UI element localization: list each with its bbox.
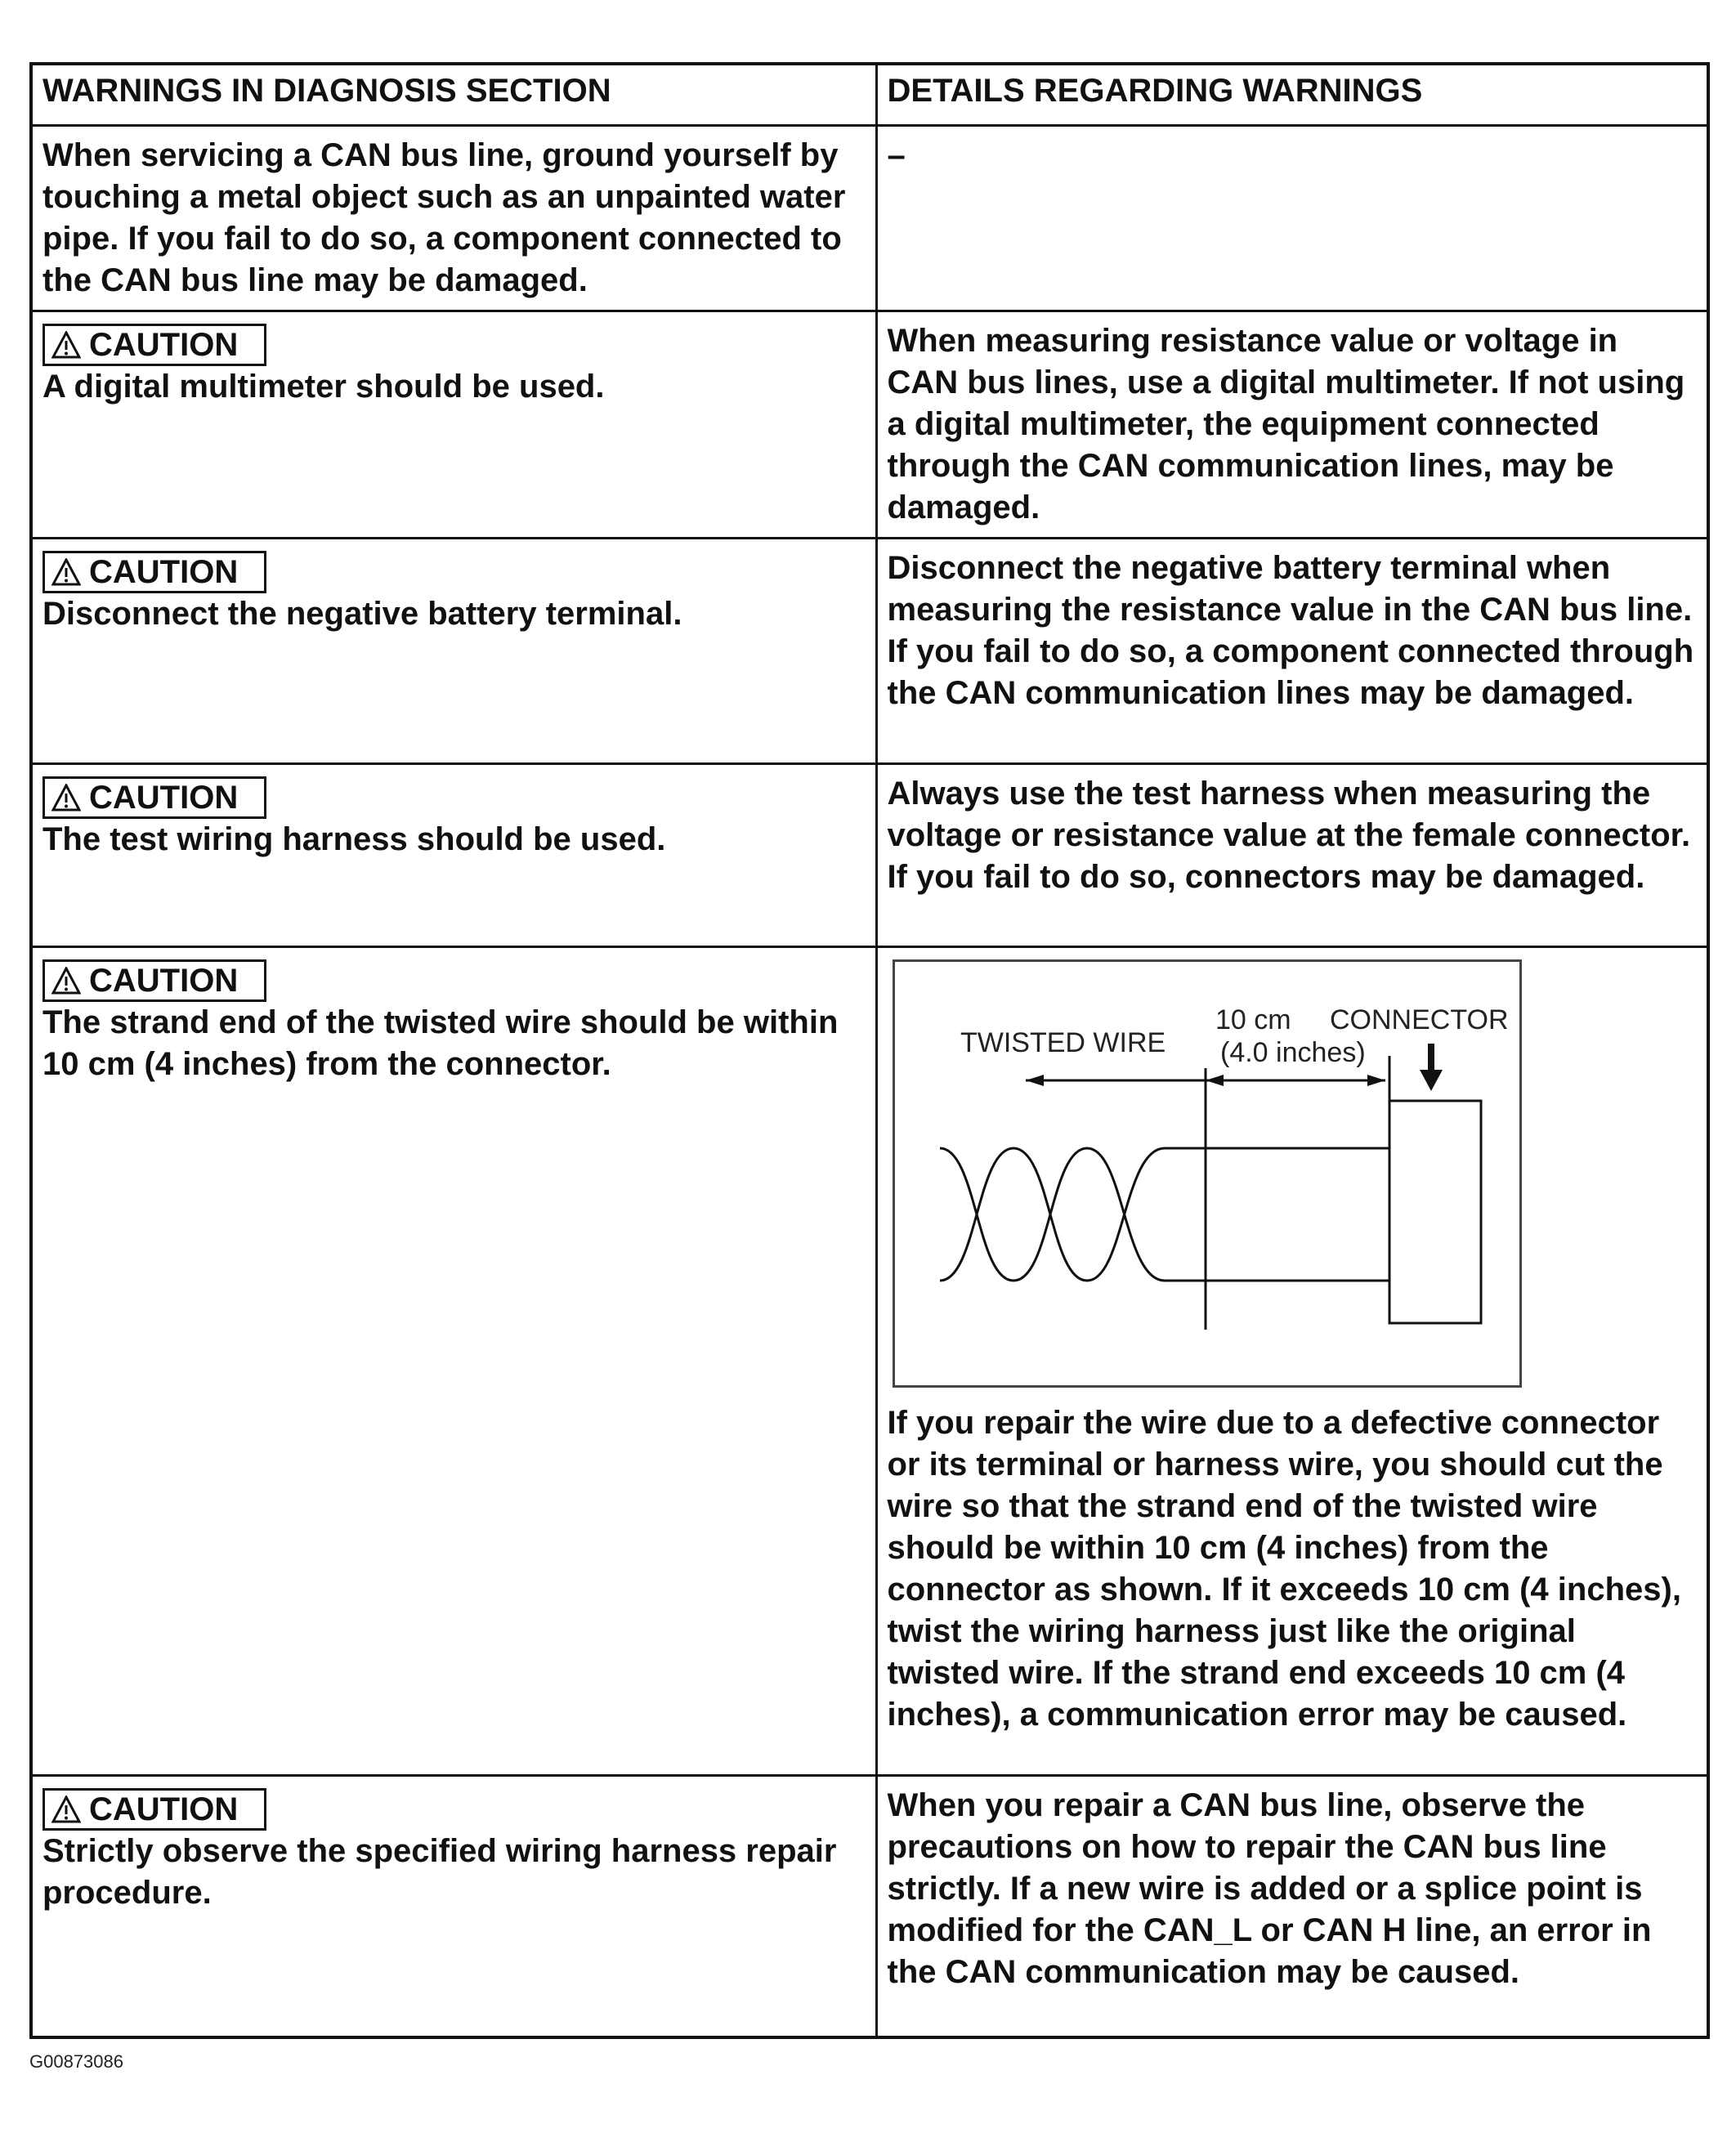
detail-cell [876,947,1708,1776]
distance-label: 10 cm [1215,1004,1291,1035]
detail-cell [876,126,1708,311]
detail-text: Disconnect the negative battery terminal when measuring the resistance value in the CAN bus line. If you fail to do so, a component connected through the CAN communication lines may be damaged. [887,550,1694,711]
warning-triangle-icon [51,784,81,812]
caution-label: CAUTION [89,963,239,999]
connector-body [1389,1101,1481,1323]
warning-triangle-icon [51,558,81,586]
twisted-wire-label: TWISTED WIRE [960,1027,1166,1058]
header-details: DETAILS REGARDING WARNINGS [876,64,1708,126]
warning-text: When servicing a CAN bus line, ground yourself by touching a metal object such as an unpainted water pipe. If you fail to do so, a component connected to the CAN bus line may be damaged. [43,137,846,298]
table-row [31,1776,1708,2037]
detail-text: When measuring resistance value or voltage in CAN bus lines, use a digital multimeter. If not using a digital multimeter, the equipment connected through the CAN communication lines, may be damaged. [887,323,1685,525]
connector-label: CONNECTOR [1329,1004,1508,1035]
table-row [31,311,1708,539]
warning-triangle-icon [51,967,81,995]
warning-cell [31,126,876,311]
table-row [31,764,1708,947]
table-header-row [31,64,1708,126]
figure-id: G00873086 [29,2051,123,2072]
caution-label: CAUTION [89,780,239,816]
detail-cell [876,311,1708,539]
warning-text: Disconnect the negative battery terminal. [43,596,682,632]
warning-cell [31,1776,876,2037]
warning-cell [31,947,876,1776]
header-warnings: WARNINGS IN DIAGNOSIS SECTION [31,64,876,126]
detail-text: When you repair a CAN bus line, observe the precautions on how to repair the CAN bus line strictly. If a new wire is added or a splice point is modified for the CAN_L or CAN H line, an error in the CAN communication may be caused. [887,1787,1652,1990]
table-row [31,947,1708,1776]
detail-cell [876,539,1708,764]
dimension-arrow-left [1206,1075,1224,1086]
twisted-strand-a [940,1148,1165,1281]
twisted-wire-arrowhead [1026,1075,1044,1086]
caution-label: CAUTION [89,327,239,363]
detail-cell [876,764,1708,947]
warning-cell [31,539,876,764]
warning-triangle-icon [51,331,81,359]
warning-cell [31,311,876,539]
caution-badge [43,776,266,819]
caution-badge [43,959,266,1002]
twisted-wire-figure [893,959,1522,1388]
connector-arrowhead [1420,1070,1443,1091]
warning-cell [31,764,876,947]
warning-text: Strictly observe the specified wiring harness repair procedure. [43,1833,837,1911]
twisted-strand-b [940,1148,1165,1281]
caution-badge [43,324,266,366]
table-row [31,539,1708,764]
caution-label: CAUTION [89,554,239,590]
detail-text: – [887,137,906,173]
warning-text: The test wiring harness should be used. [43,821,666,857]
distance-inches-label: (4.0 inches) [1219,1037,1366,1068]
detail-cell [876,1776,1708,2037]
warning-text: The strand end of the twisted wire should be within 10 cm (4 inches) from the connector. [43,1004,839,1082]
table-row [31,126,1708,311]
caution-badge [43,551,266,593]
detail-text: Always use the test harness when measuring the voltage or resistance value at the female connector. If you fail to do so, connectors may be damaged. [887,776,1691,895]
dimension-arrow-right [1367,1075,1385,1086]
caution-badge [43,1788,266,1831]
warning-text: A digital multimeter should be used. [43,369,605,405]
twisted-wire-diagram [895,962,1519,1385]
caution-label: CAUTION [89,1791,239,1827]
warning-triangle-icon [51,1795,81,1823]
warnings-table [29,62,1710,2039]
detail-text: If you repair the wire due to a defective connector or its terminal or harness wire, you should cut the wire so that the strand end of the twisted wire should be within 10 cm (4 inches) from the connector as shown. If it exceeds 10 cm (4 inches), twist the wiring harness just like the original twisted wire. If the strand end exceeds 10 cm (4 inches), a communication error may be caused. [887,1405,1681,1733]
